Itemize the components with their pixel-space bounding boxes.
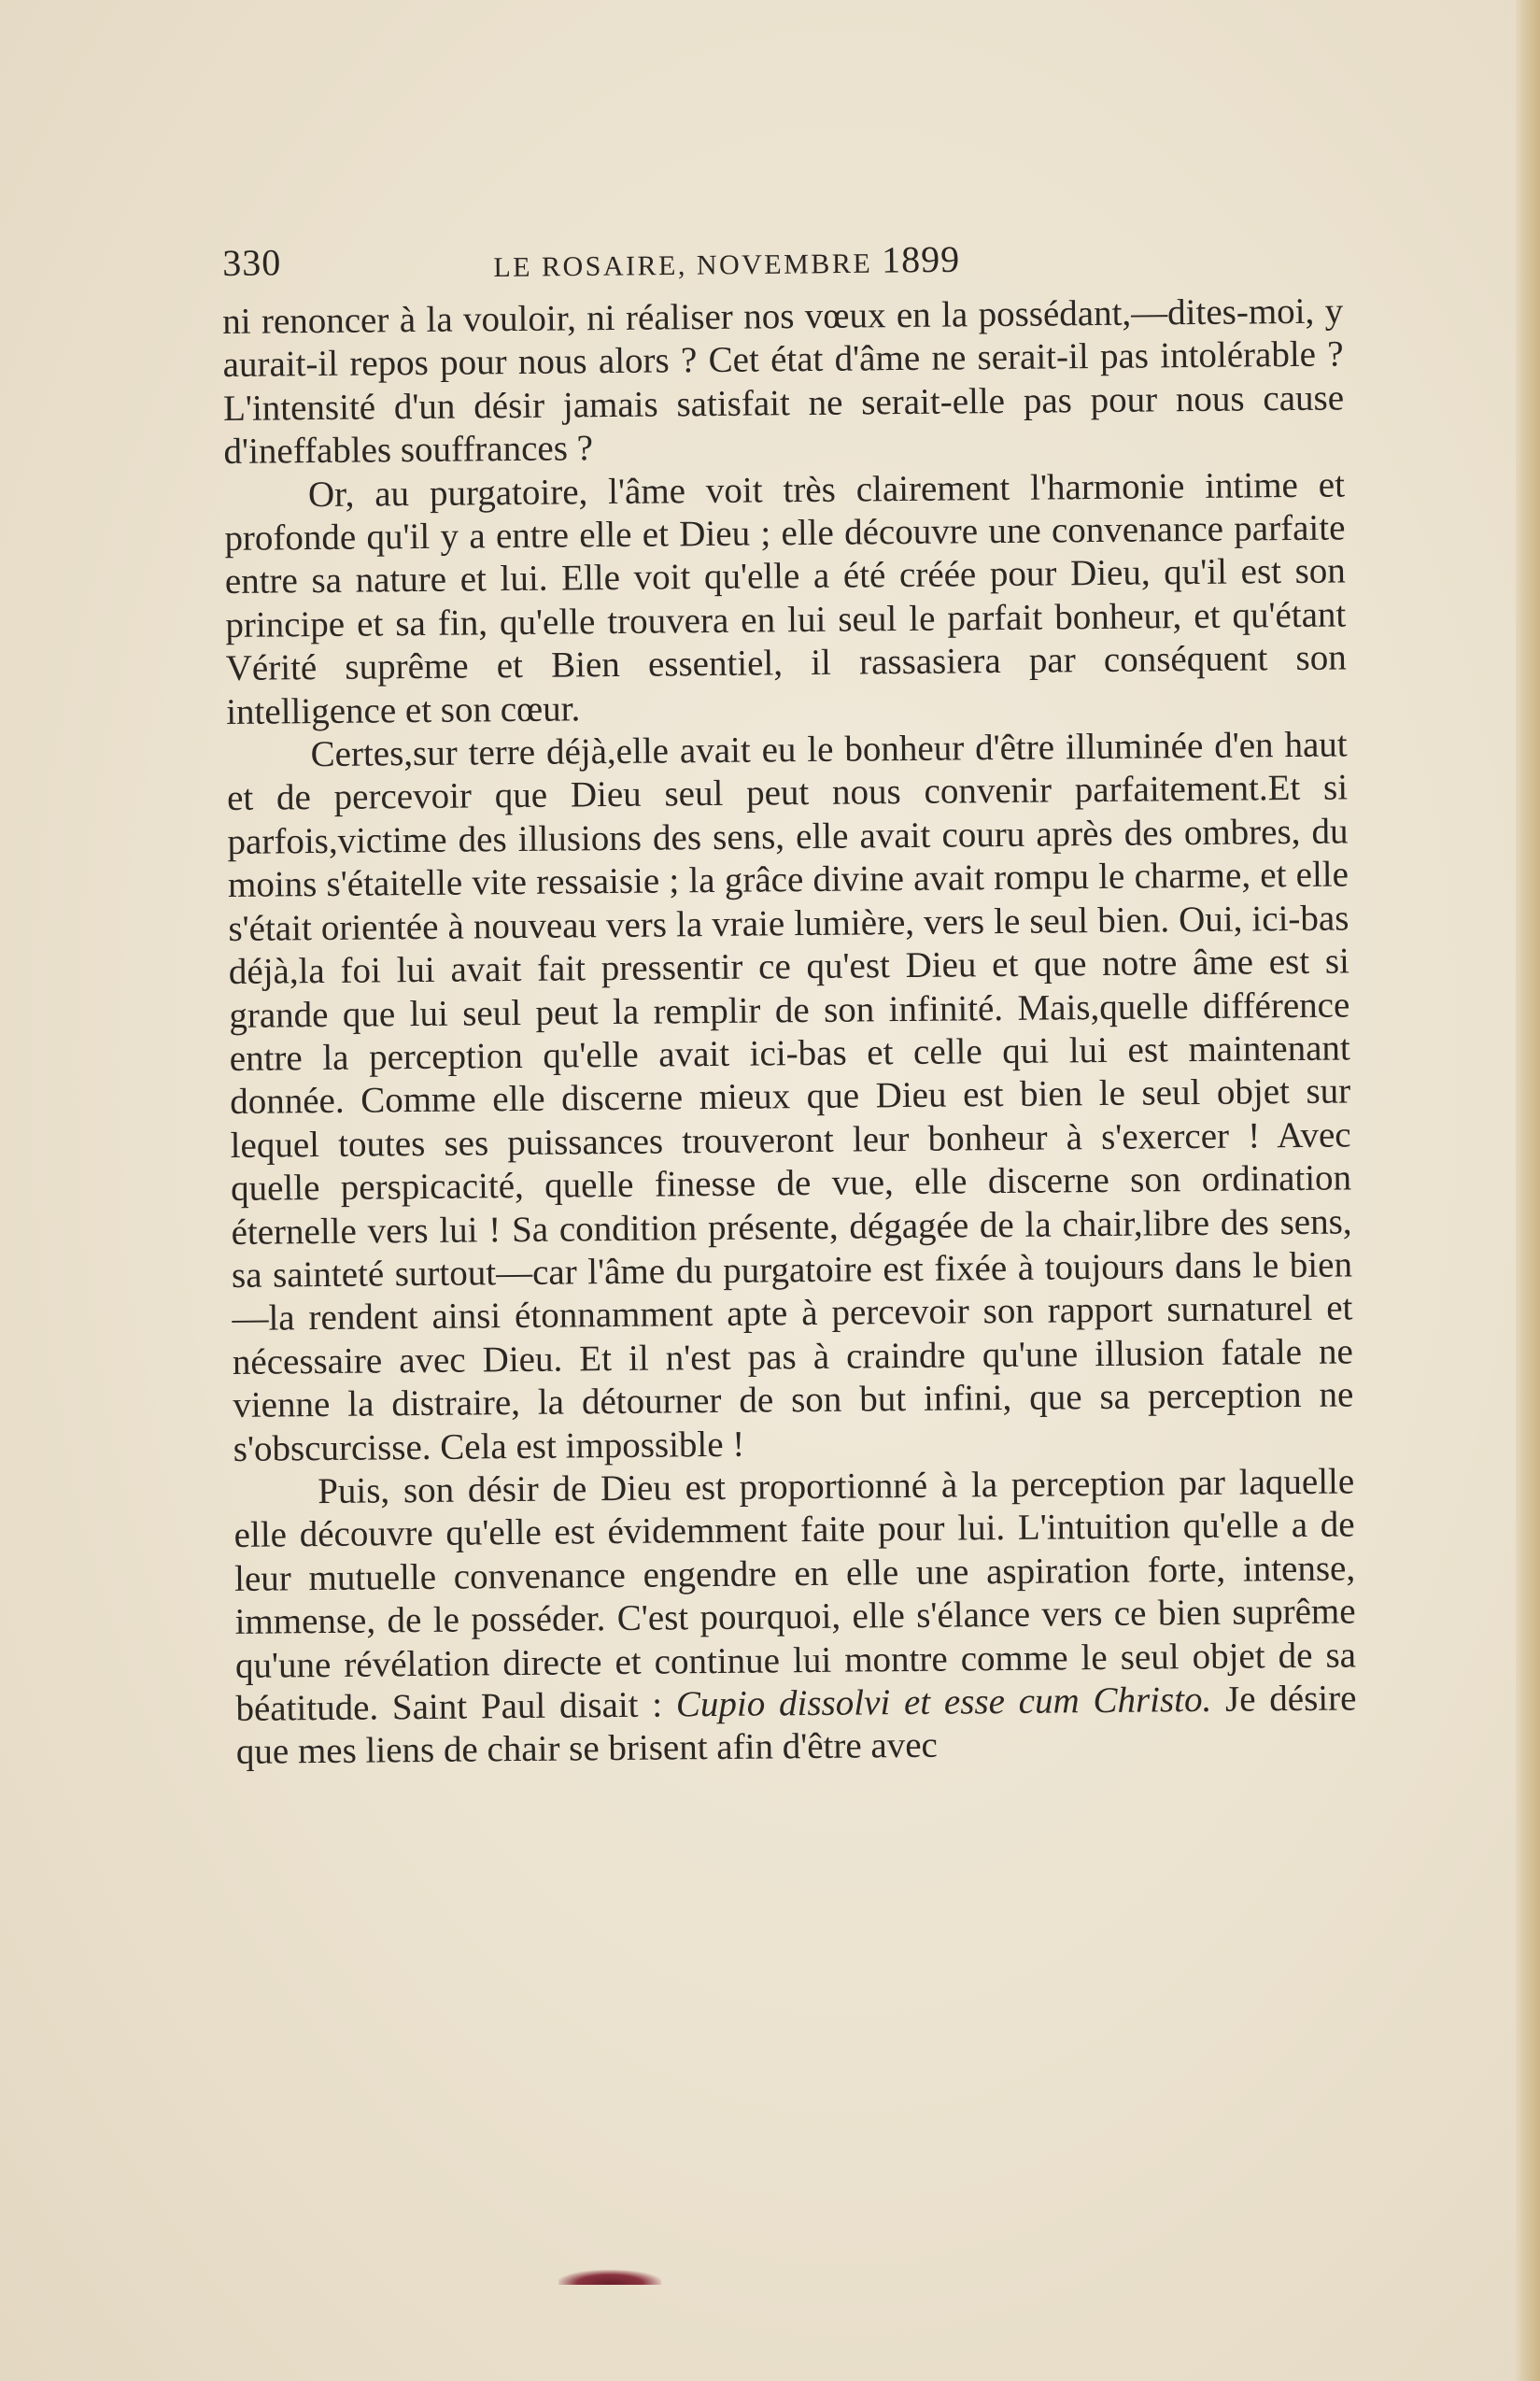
- paragraph-4-text-before: Puis, son désir de Dieu est proportionné à la perception par laquelle elle découvre qu'elle est évidemment faite pour lui. L'intuition qu'elle a de leur mutuelle convenance engendre en elle une aspiration forte, intense, immense, de le posséder. C'est pourquoi, elle s'élance vers ce bien suprême qu'une révélation directe et continue lui montre comme le seul objet de sa béatitude. Saint Paul disait :: [233, 1461, 1357, 1729]
- latin-quotation: Cupio dissolvi et esse cum Christo.: [675, 1679, 1212, 1725]
- running-title-year: 1899: [881, 237, 961, 281]
- paragraph-2: Or, au purgatoire, l'âme voit très clairement l'harmonie intime et profonde qu'il y a entre elle et Dieu ; elle découvre une convenance parfaite entre sa nature et lui. Elle voit qu'elle a été créée pour Dieu, qu'il est son principe et sa fin, qu'elle trouvera en lui seul le parfait bonheur, et qu'étant Vérité suprême et Bien essentiel, il rassasiera par conséquent son intelligence et son cœur.: [224, 464, 1347, 732]
- running-title: [493, 237, 960, 286]
- paragraph-1: ni renoncer à la vouloir, ni réaliser nos vœux en la possédant,—dites-moi, y aurait-il repos pour nous alors ? Cet état d'âme ne serait-il pas intolérable ? L'intensité d'un désir jamais satisfait ne serait-elle pas pour nous cause d'ineffables souffrances ?: [222, 291, 1345, 473]
- paragraph-3: Certes,sur terre déjà,elle avait eu le bonheur d'être illuminée d'en haut et de percevoir que Dieu seul peut nous convenir parfaitement.Et si parfois,victime des illusions des sens, elle avait couru après des ombres, du moins s'étaitelle vite ressaisie ; la grâce divine avait rompu le charme, et elle s'était orientée à nouveau vers la vraie lumière, vers le seul bien. Oui, ici-bas déjà,la foi lui avait fait pressentir ce qu'est Dieu et que notre âme est si grande que lui seul peut la remplir de son infinité. Mais,quelle différence entre la perception qu'elle avait ici-bas et celle qui lui est maintenant donnée. Comme elle discerne mieux que Dieu est bien le seul objet sur lequel toutes ses puissances trouveront leur bonheur à s'exercer ! Avec quelle perspicacité, quelle finesse de vue, elle discerne son ordination éternelle vers lui ! Sa condition présente, dégagée de la chair,libre des sens, sa sainteté surtout—car l'âme du purgatoire est fixée à toujours dans le bien—la rendent ainsi étonnamment apte à percevoir son rapport surnaturel et nécessaire avec Dieu. Et il n'est pas à craindre qu'une illusion fatale ne vienne la distraire, la détourner de son but infini, que sa perception ne s'obscurcisse. Cela est impossible !: [226, 724, 1354, 1469]
- paragraph-4-text-after: Je désire que mes liens de chair se brisent afin d'être avec: [235, 1678, 1357, 1773]
- page-edge: [1516, 0, 1540, 2381]
- bookmark-ribbon-ornament: [558, 2270, 661, 2285]
- paragraph-4: [233, 1460, 1357, 1774]
- running-header: [222, 225, 1344, 293]
- running-title-text: LE ROSAIRE, NOVEMBRE: [493, 248, 873, 283]
- page-number: 330: [222, 241, 282, 284]
- body-text: [222, 290, 1357, 1774]
